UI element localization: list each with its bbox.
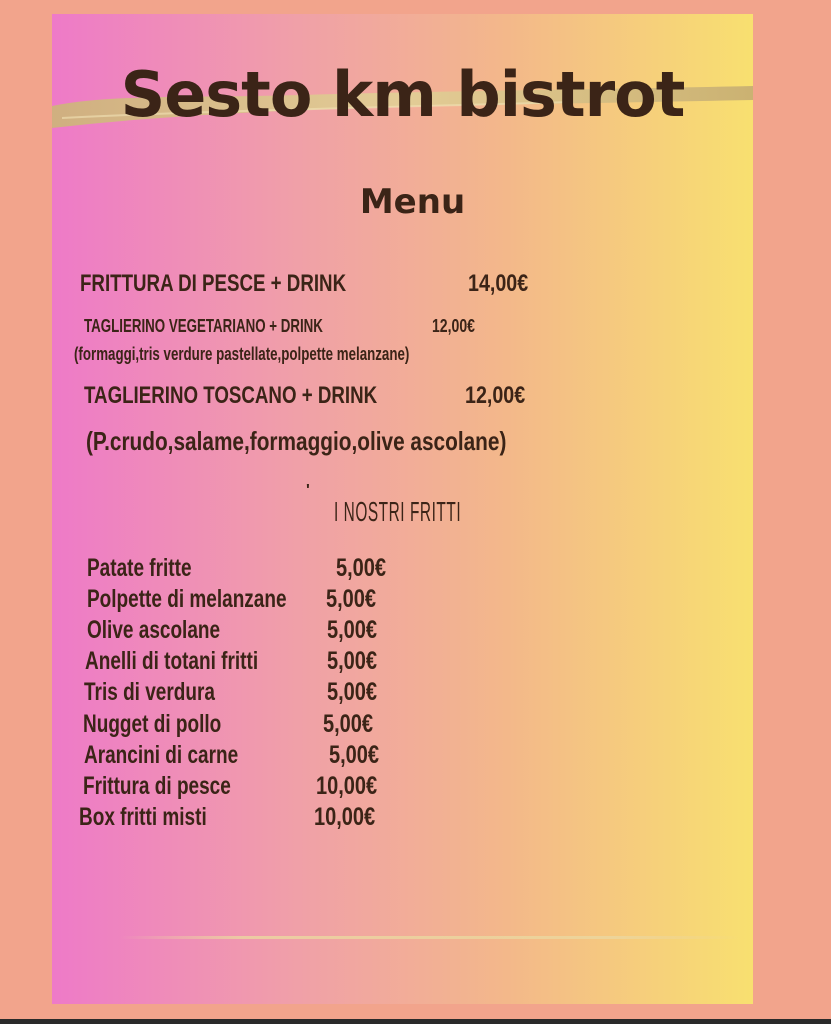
fried-item-price: 5,00€ bbox=[336, 554, 387, 582]
fried-mark: ' bbox=[306, 482, 310, 499]
fried-item-price: 5,00€ bbox=[326, 585, 377, 613]
combo-name: FRITTURA DI PESCE + DRINK bbox=[80, 270, 347, 297]
combo-note: (formaggi,tris verdure pastellate,polpette melanzane) bbox=[74, 344, 410, 364]
combo-price: 12,00€ bbox=[465, 382, 526, 409]
fried-item-price: 10,00€ bbox=[314, 803, 376, 831]
fried-item-name: Box fritti misti bbox=[79, 803, 207, 831]
fried-item-price: 5,00€ bbox=[327, 678, 378, 706]
fried-item-price: 5,00€ bbox=[329, 741, 380, 769]
combo-name: TAGLIERINO TOSCANO + DRINK bbox=[84, 382, 378, 409]
fried-item-price: 5,00€ bbox=[327, 616, 378, 644]
fried-item-price: 5,00€ bbox=[327, 647, 378, 675]
decorative-divider bbox=[120, 936, 740, 939]
restaurant-title: Sesto km bistrot bbox=[120, 58, 685, 131]
fried-heading: I NOSTRI FRITTI bbox=[334, 496, 462, 527]
menu-card bbox=[52, 14, 753, 1004]
fried-item-name: Polpette di melanzane bbox=[87, 585, 287, 613]
menu-subtitle: Menu bbox=[359, 182, 466, 222]
combo-name: TAGLIERINO VEGETARIANO + DRINK bbox=[84, 316, 323, 336]
fried-item-price: 5,00€ bbox=[323, 710, 374, 738]
combo-note: (P.crudo,salame,formaggio,olive ascolane) bbox=[86, 426, 507, 456]
bottom-frame-edge bbox=[0, 1019, 831, 1024]
fried-item-name: Olive ascolane bbox=[87, 616, 221, 644]
fried-item-name: Frittura di pesce bbox=[83, 772, 231, 800]
fried-item-name: Tris di verdura bbox=[84, 678, 215, 706]
fried-item-price: 10,00€ bbox=[316, 772, 378, 800]
fried-item-name: Anelli di totani fritti bbox=[85, 647, 259, 675]
combo-price: 12,00€ bbox=[432, 316, 475, 336]
combo-price: 14,00€ bbox=[468, 270, 529, 297]
fried-item-name: Nugget di pollo bbox=[83, 710, 222, 738]
fried-item-name: Patate fritte bbox=[87, 554, 192, 582]
fried-item-name: Arancini di carne bbox=[84, 741, 239, 769]
